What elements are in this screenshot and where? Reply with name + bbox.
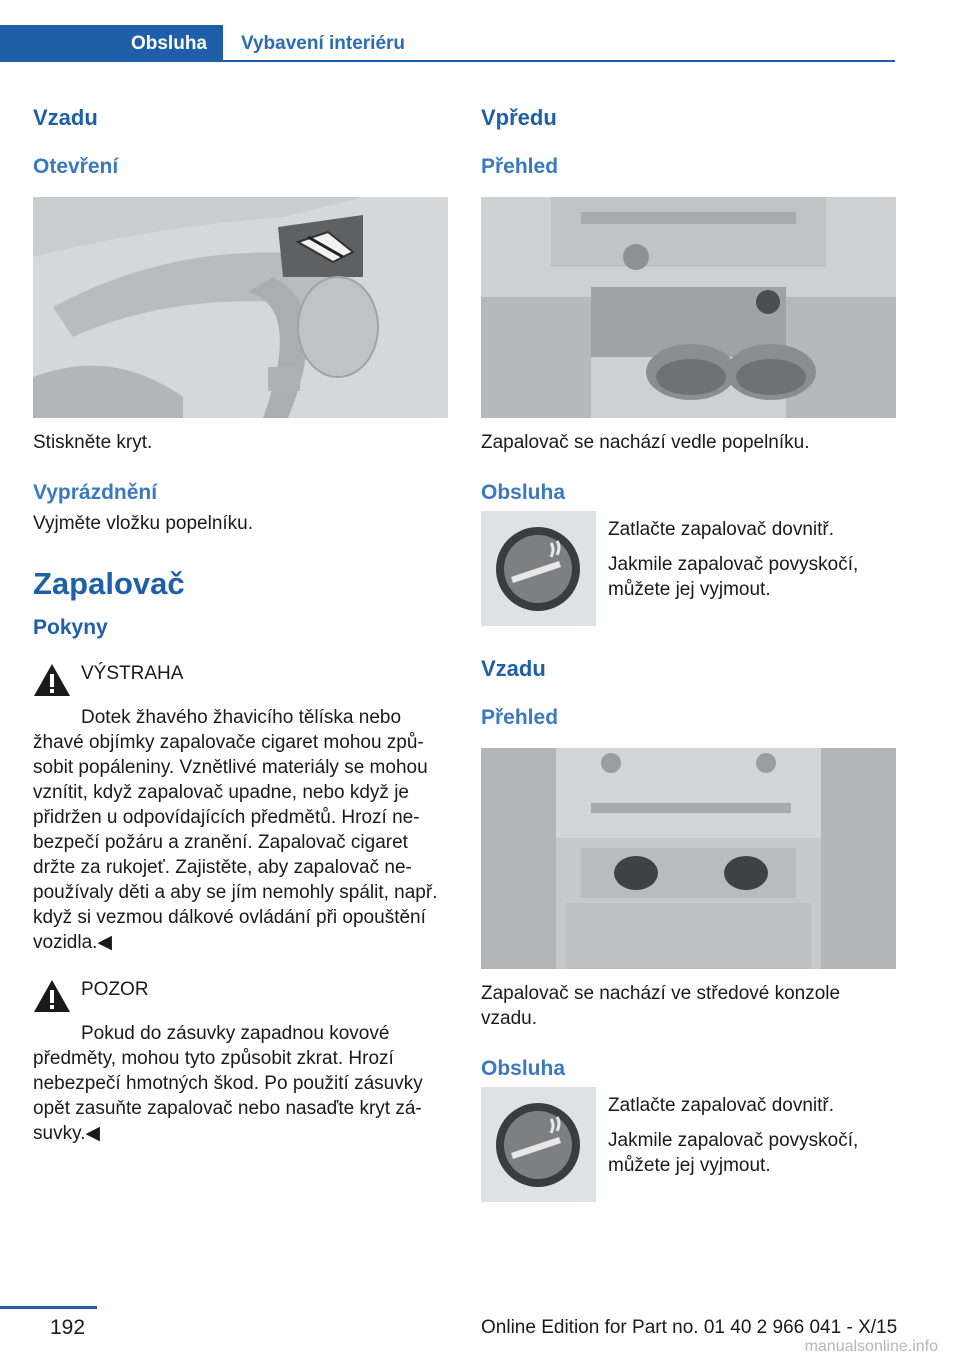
subsection-notes-title: Pokyny [33,616,108,639]
cigarette-lighter-icon [481,511,596,626]
edition-text: Online Edition for Part no. 01 40 2 966 041 - X/15 [481,1317,898,1338]
tab-vybaveni-interieru[interactable]: Vybavení interiéru [241,32,406,54]
op-front-step-2: Jakmile zapalovač povyskočí, můžete jej vyjmout. [608,554,859,600]
subsection-overview-rear-title: Přehled [481,706,559,729]
right-column [481,95,896,1202]
subsection-operation-front-title: Obsluha [481,481,566,504]
caution-text: předměty, mohou tyto způsobit zkrat. Hrozí nebezpečí hmotných škod. Po použití zásuvky opět zasuňte zapalovač nebo nasaďte kryt zá‐ suvky.◀ [33,1048,423,1144]
op-rear-step-1: Zatlačte zapalovač dovnitř. [608,1095,835,1116]
section-rear-right-title: Vzadu [481,656,546,681]
caution-triangle-icon [33,979,71,1013]
warning-text: žhavé objímky zapalovače cigaret mohou způ‐ sobit popáleniny. Vznětlivé materiály se mohou vznítit, když zapalovač upadne, nebo když je přidržen u odpovídajících předmětů. Hrozí ne‐ bezpečí požáru a zranění. Zapalovač cigaret držte za rukojeť. Zajistěte, aby zapalovač ne‐ používaly děti a aby se jím nemohly spálit, např. když si vezmou dálkové ovládání při opouštění vozidla.◀ [33,732,438,953]
caption-press-cover: Stiskněte kryt. [33,432,153,453]
operation-rear-block [481,1087,896,1202]
warning-block [33,661,448,955]
subsection-operation-rear-title: Obsluha [481,1057,566,1080]
door-ashtray-photo [33,197,448,418]
left-column [33,95,448,1146]
op-front-step-1: Zatlačte zapalovač dovnitř. [608,519,835,540]
text-empty: Vyjměte vložku popelníku. [33,513,254,534]
subsection-empty-title: Vyprázdnění [33,481,158,504]
caption-front-location: Zapalovač se nachází vedle popelníku. [481,432,810,453]
front-console-illustration [481,197,896,418]
caution-text-first: Pokud do zásuvky zapadnou kovové [81,1023,390,1044]
section-rear-title: Vzadu [33,105,98,130]
lighter-button-thumb-rear [481,1087,596,1202]
warning-triangle-icon [33,663,71,697]
door-ashtray-illustration [33,197,448,418]
warning-title: VÝSTRAHA [81,663,184,684]
chapter-title-lighter: Zapalovač [33,566,185,601]
cigarette-lighter-icon [481,1087,596,1202]
page-number: 192 [50,1316,86,1339]
front-console-photo [481,197,896,418]
op-rear-step-2: Jakmile zapalovač povyskočí, můžete jej vyjmout. [608,1130,859,1176]
section-front-title: Vpředu [481,105,557,130]
footer-accent-line [0,1306,97,1309]
operation-front-block [481,511,896,626]
caption-rear-location: Zapalovač se nachází ve středové konzole vzadu. [481,983,841,1029]
warning-text-first: Dotek žhavého žhavicího tělíska nebo [81,707,402,728]
caution-title: POZOR [81,979,149,1000]
watermark: manualsonline.info [804,1338,938,1355]
tab-obsluha[interactable]: Obsluha [0,25,223,62]
lighter-button-thumb-front [481,511,596,626]
subsection-open-title: Otevření [33,155,119,178]
header-tabs [0,25,895,62]
subsection-overview-front-title: Přehled [481,155,559,178]
operation-rear-text [608,1087,896,1202]
caution-block [33,977,448,1146]
operation-front-text [608,511,896,626]
rear-console-photo [481,748,896,969]
rear-console-illustration [481,748,896,969]
